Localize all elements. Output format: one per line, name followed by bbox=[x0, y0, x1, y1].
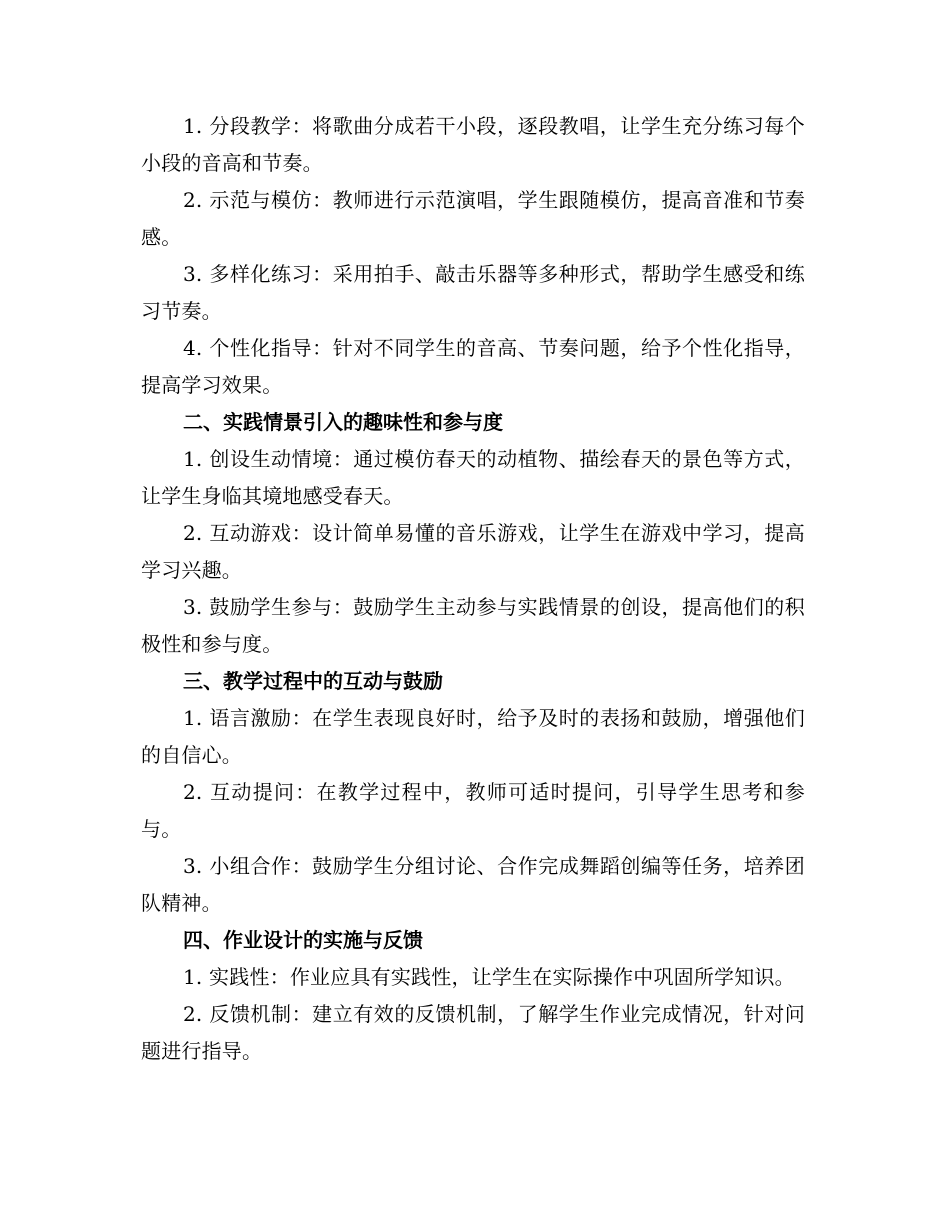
paragraph-diversified-practice: 3. 多样化练习：采用拍手、敲击乐器等多种形式，帮助学生感受和练习节奏。 bbox=[141, 262, 805, 323]
paragraph-verbal-encouragement: 1. 语言激励：在学生表现良好时，给予及时的表扬和鼓励，增强他们的自信心。 bbox=[141, 706, 805, 767]
document-page bbox=[141, 108, 805, 1070]
paragraph-feedback-mechanism: 2. 反馈机制：建立有效的反馈机制，了解学生作业完成情况，针对问题进行指导。 bbox=[141, 1002, 805, 1063]
paragraph-demonstration-imitation: 2. 示范与模仿：教师进行示范演唱，学生跟随模仿，提高音准和节奏感。 bbox=[141, 188, 805, 249]
paragraph-interactive-questions: 2. 互动提问：在教学过程中，教师可适时提问，引导学生思考和参与。 bbox=[141, 780, 805, 841]
section-heading-interaction-encouragement: 三、教学过程中的互动与鼓励 bbox=[183, 669, 443, 693]
paragraph-personalized-guidance: 4. 个性化指导：针对不同学生的音高、节奏问题，给予个性化指导，提高学习效果。 bbox=[141, 336, 805, 397]
paragraph-encourage-participation: 3. 鼓励学生参与：鼓励学生主动参与实践情景的创设，提高他们的积极性和参与度。 bbox=[141, 595, 805, 656]
section-heading-practice-scenario: 二、实践情景引入的趣味性和参与度 bbox=[183, 410, 503, 434]
paragraph-interactive-games: 2. 互动游戏：设计简单易懂的音乐游戏，让学生在游戏中学习，提高学习兴趣。 bbox=[141, 521, 805, 582]
paragraph-practicality: 1. 实践性：作业应具有实践性，让学生在实际操作中巩固所学知识。 bbox=[183, 965, 795, 989]
paragraph-group-cooperation: 3. 小组合作：鼓励学生分组讨论、合作完成舞蹈创编等任务，培养团队精神。 bbox=[141, 854, 805, 915]
paragraph-segmented-teaching: 1. 分段教学：将歌曲分成若干小段，逐段教唱，让学生充分练习每个小段的音高和节奏。 bbox=[141, 114, 805, 175]
section-heading-homework-design: 四、作业设计的实施与反馈 bbox=[183, 928, 423, 952]
paragraph-vivid-scenario: 1. 创设生动情境：通过模仿春天的动植物、描绘春天的景色等方式，让学生身临其境地感受春天。 bbox=[141, 447, 805, 508]
